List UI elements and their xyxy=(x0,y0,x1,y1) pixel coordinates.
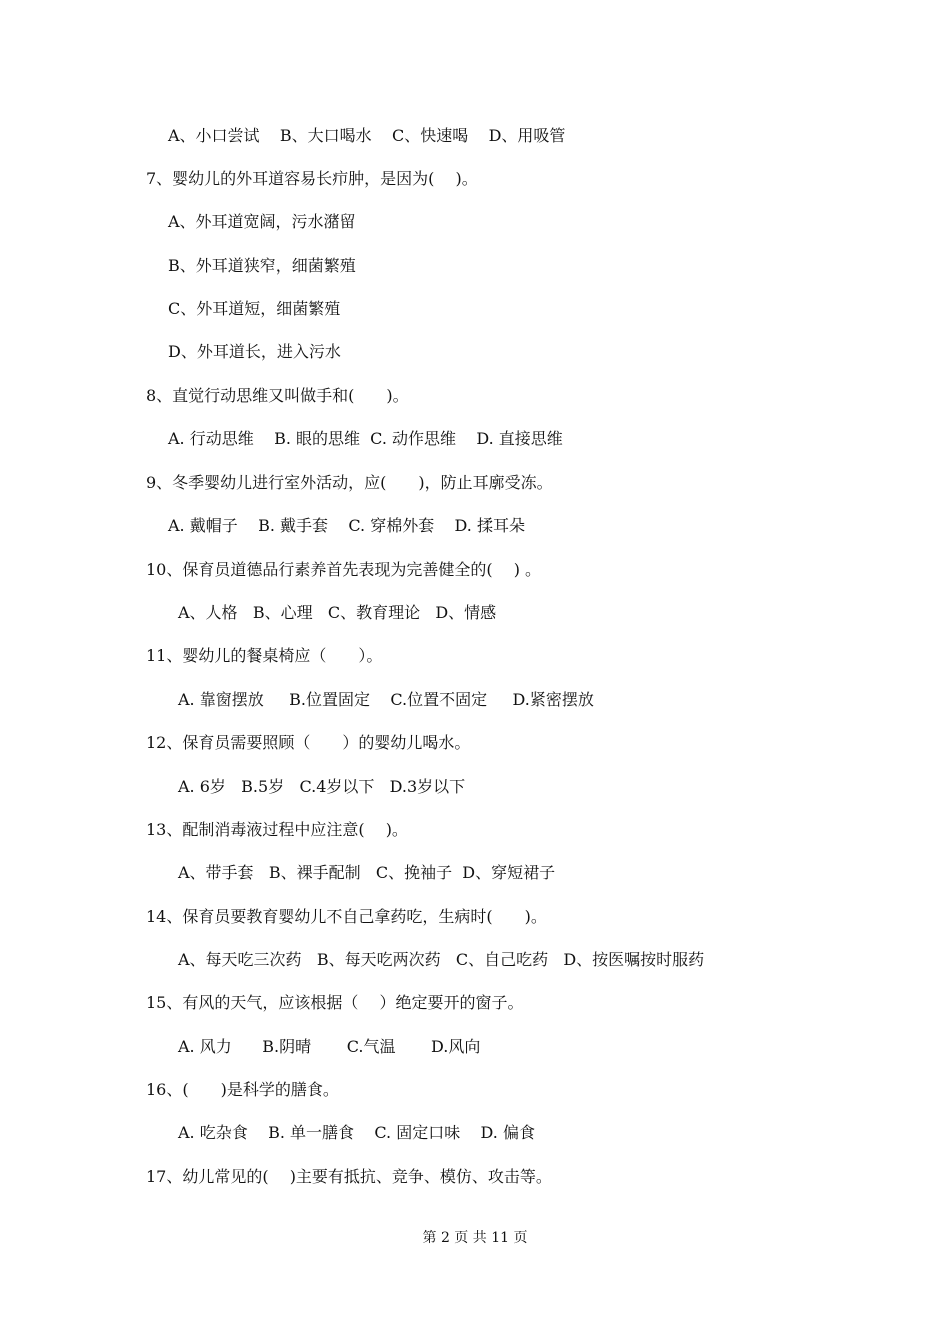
q6-options: A、小口尝试 B、大口喝水 C、快速喝 D、用吸管 xyxy=(168,126,566,145)
q8-options: A. 行动思维 B. 眼的思维 C. 动作思维 D. 直接思维 xyxy=(168,429,563,448)
q15-question: 15、有风的天气，应该根据（ ）绝定要开的窗子。 xyxy=(146,993,524,1012)
q16-options: A. 吃杂食 B. 单一膳食 C. 固定口味 D. 偏食 xyxy=(178,1123,535,1142)
q12-options: A. 6岁 B.5岁 C.4岁以下 D.3岁以下 xyxy=(178,777,466,796)
q11-question: 11、婴幼儿的餐桌椅应（ ）。 xyxy=(146,646,383,665)
q11-options: A. 靠窗摆放 B.位置固定 C.位置不固定 D.紧密摆放 xyxy=(178,690,594,709)
q13-options: A、带手套 B、裸手配制 C、挽袖子 D、穿短裙子 xyxy=(178,863,556,882)
q9-options: A. 戴帽子 B. 戴手套 C. 穿棉外套 D. 揉耳朵 xyxy=(168,516,525,535)
q13-question: 13、配制消毒液过程中应注意( )。 xyxy=(146,820,408,839)
q7-option-b: B、外耳道狭窄，细菌繁殖 xyxy=(168,256,356,275)
q14-question: 14、保育员要教育婴幼儿不自己拿药吃，生病时( )。 xyxy=(146,907,547,926)
q8-question: 8、直觉行动思维又叫做手和( )。 xyxy=(146,386,409,405)
q7-question: 7、婴幼儿的外耳道容易长疖肿，是因为( )。 xyxy=(146,169,478,188)
page-number-footer: 第 2 页 共 11 页 xyxy=(422,1230,528,1246)
q7-option-c: C、外耳道短，细菌繁殖 xyxy=(168,299,341,318)
q10-question: 10、保育员道德品行素养首先表现为完善健全的( ) 。 xyxy=(146,560,542,579)
q9-question: 9、冬季婴幼儿进行室外活动，应( )，防止耳廓受冻。 xyxy=(146,473,553,492)
q17-question: 17、幼儿常见的( )主要有抵抗、竞争、模仿、攻击等。 xyxy=(146,1167,552,1186)
q16-question: 16、( )是科学的膳食。 xyxy=(146,1080,339,1099)
q7-option-d: D、外耳道长，进入污水 xyxy=(168,342,341,361)
q15-options: A. 风力 B.阴晴 C.气温 D.风向 xyxy=(178,1037,481,1056)
q14-options: A、每天吃三次药 B、每天吃两次药 C、自己吃药 D、按医嘱按时服药 xyxy=(178,950,705,969)
q10-options: A、人格 B、心理 C、教育理论 D、情感 xyxy=(178,603,497,622)
q12-question: 12、保育员需要照顾（ ）的婴幼儿喝水。 xyxy=(146,733,471,752)
q7-option-a: A、外耳道宽阔，污水潴留 xyxy=(168,212,356,231)
